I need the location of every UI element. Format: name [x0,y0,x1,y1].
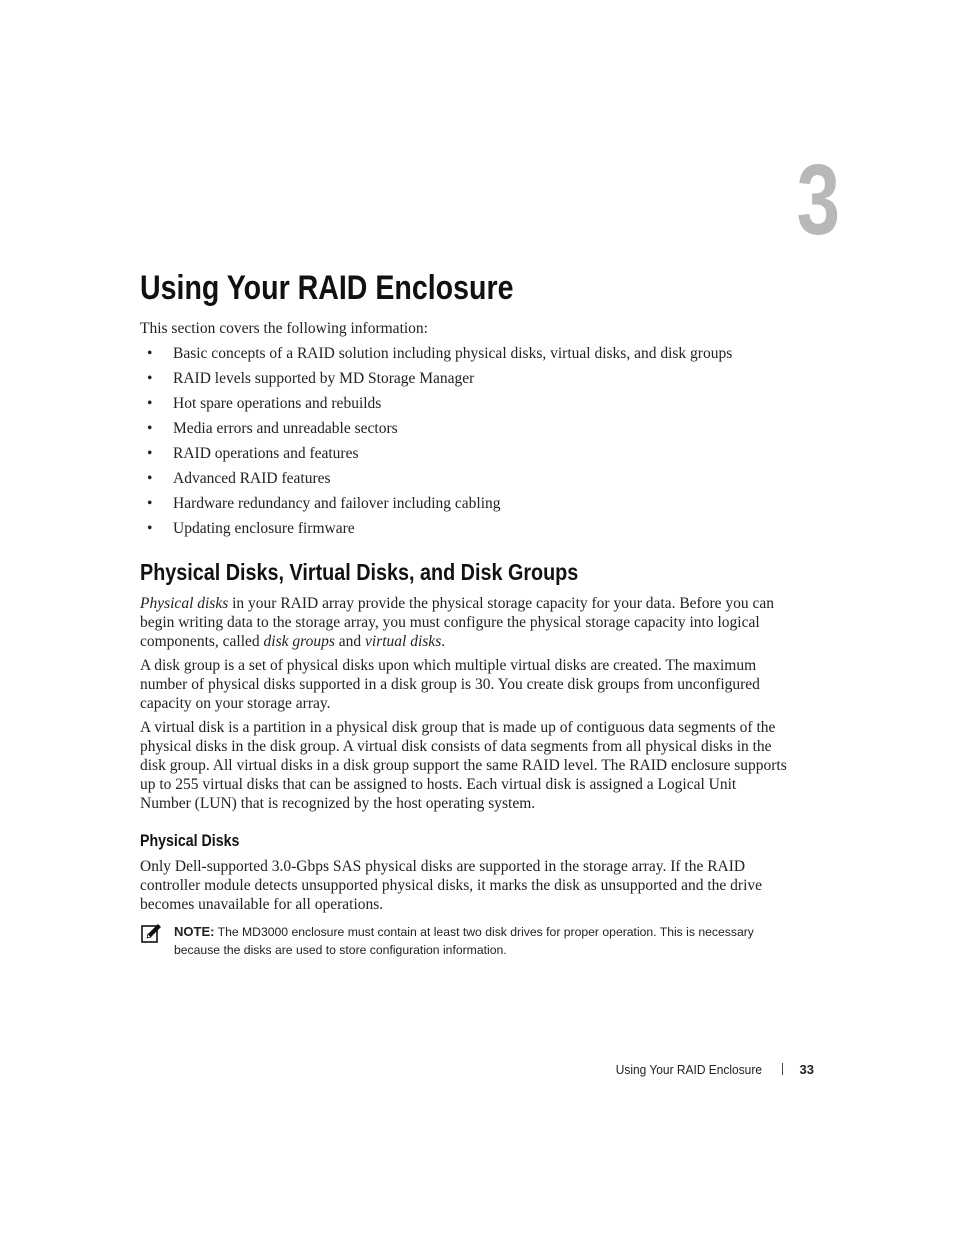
paragraph-virtual-disk: A virtual disk is a partition in a physical disk group that is made up of contiguous data segments of the physical disks in the disk group. A virtual disk consists of data segments from all physical disks in the disk group. All virtual disks in a disk group support the same RAID level. The RAID enclosure supports up to 255 virtual disks that can be assigned to hosts. Each virtual disk is assigned a Logical Unit Number (LUN) that is recognized by the host operating system. [140,719,787,812]
list-item: • Hot spare operations and rebuilds [147,395,382,412]
intro-text: This section covers the following information: [140,320,428,337]
bullet-icon: • [147,495,153,512]
chapter-number: 3 [796,144,840,256]
bullet-icon: • [147,420,153,437]
list-item: • RAID operations and features [147,445,359,462]
page-title: Using Your RAID Enclosure [140,269,514,307]
note-text: NOTE: The MD3000 enclosure must contain at least two disk drives for proper operation. This is necessary because the disks are used to store configuration information. [174,924,754,957]
bullet-icon: • [147,345,153,362]
list-item: • RAID levels supported by MD Storage Manager [147,370,475,387]
list-item: • Updating enclosure firmware [147,520,355,537]
paragraph-disk-group: A disk group is a set of physical disks upon which multiple virtual disks are created. The maximum number of physical disks supported in a disk group is 30. You create disk groups from unconfigured capacity on your storage array. [140,657,760,712]
bullet-icon: • [147,470,153,487]
bullet-icon: • [147,395,153,412]
footer-title: Using Your RAID Enclosure [615,1062,762,1077]
footer-divider [782,1063,783,1075]
paragraph-physical-disks-intro: Physical disks in your RAID array provide the physical storage capacity for your data. Before you can begin writing data to the storage array, you must configure the physical storage capacity into logical components, called disk groups and virtual disks. [140,595,774,650]
list-item: • Advanced RAID features [147,470,331,487]
section-heading: Physical Disks, Virtual Disks, and Disk Groups [140,559,579,585]
bullet-icon: • [147,520,153,537]
topic-list [140,344,732,544]
bullet-icon: • [147,370,153,387]
subsection-heading: Physical Disks [140,832,240,850]
note-pencil-icon [141,922,163,944]
bullet-icon: • [147,445,153,462]
paragraph-physical-disks: Only Dell-supported 3.0-Gbps SAS physical disks are supported in the storage array. If the RAID controller module detects unsupported physical disks, it marks the disk as unsupported and the drive becomes unavailable for all operations. [140,858,763,913]
list-item: • Media errors and unreadable sectors [147,420,398,437]
page-footer [560,1061,814,1079]
list-item: • Basic concepts of a RAID solution including physical disks, virtual disks, and disk groups [147,345,733,362]
page-number: 33 [799,1062,814,1077]
list-item: • Hardware redundancy and failover including cabling [147,495,501,512]
